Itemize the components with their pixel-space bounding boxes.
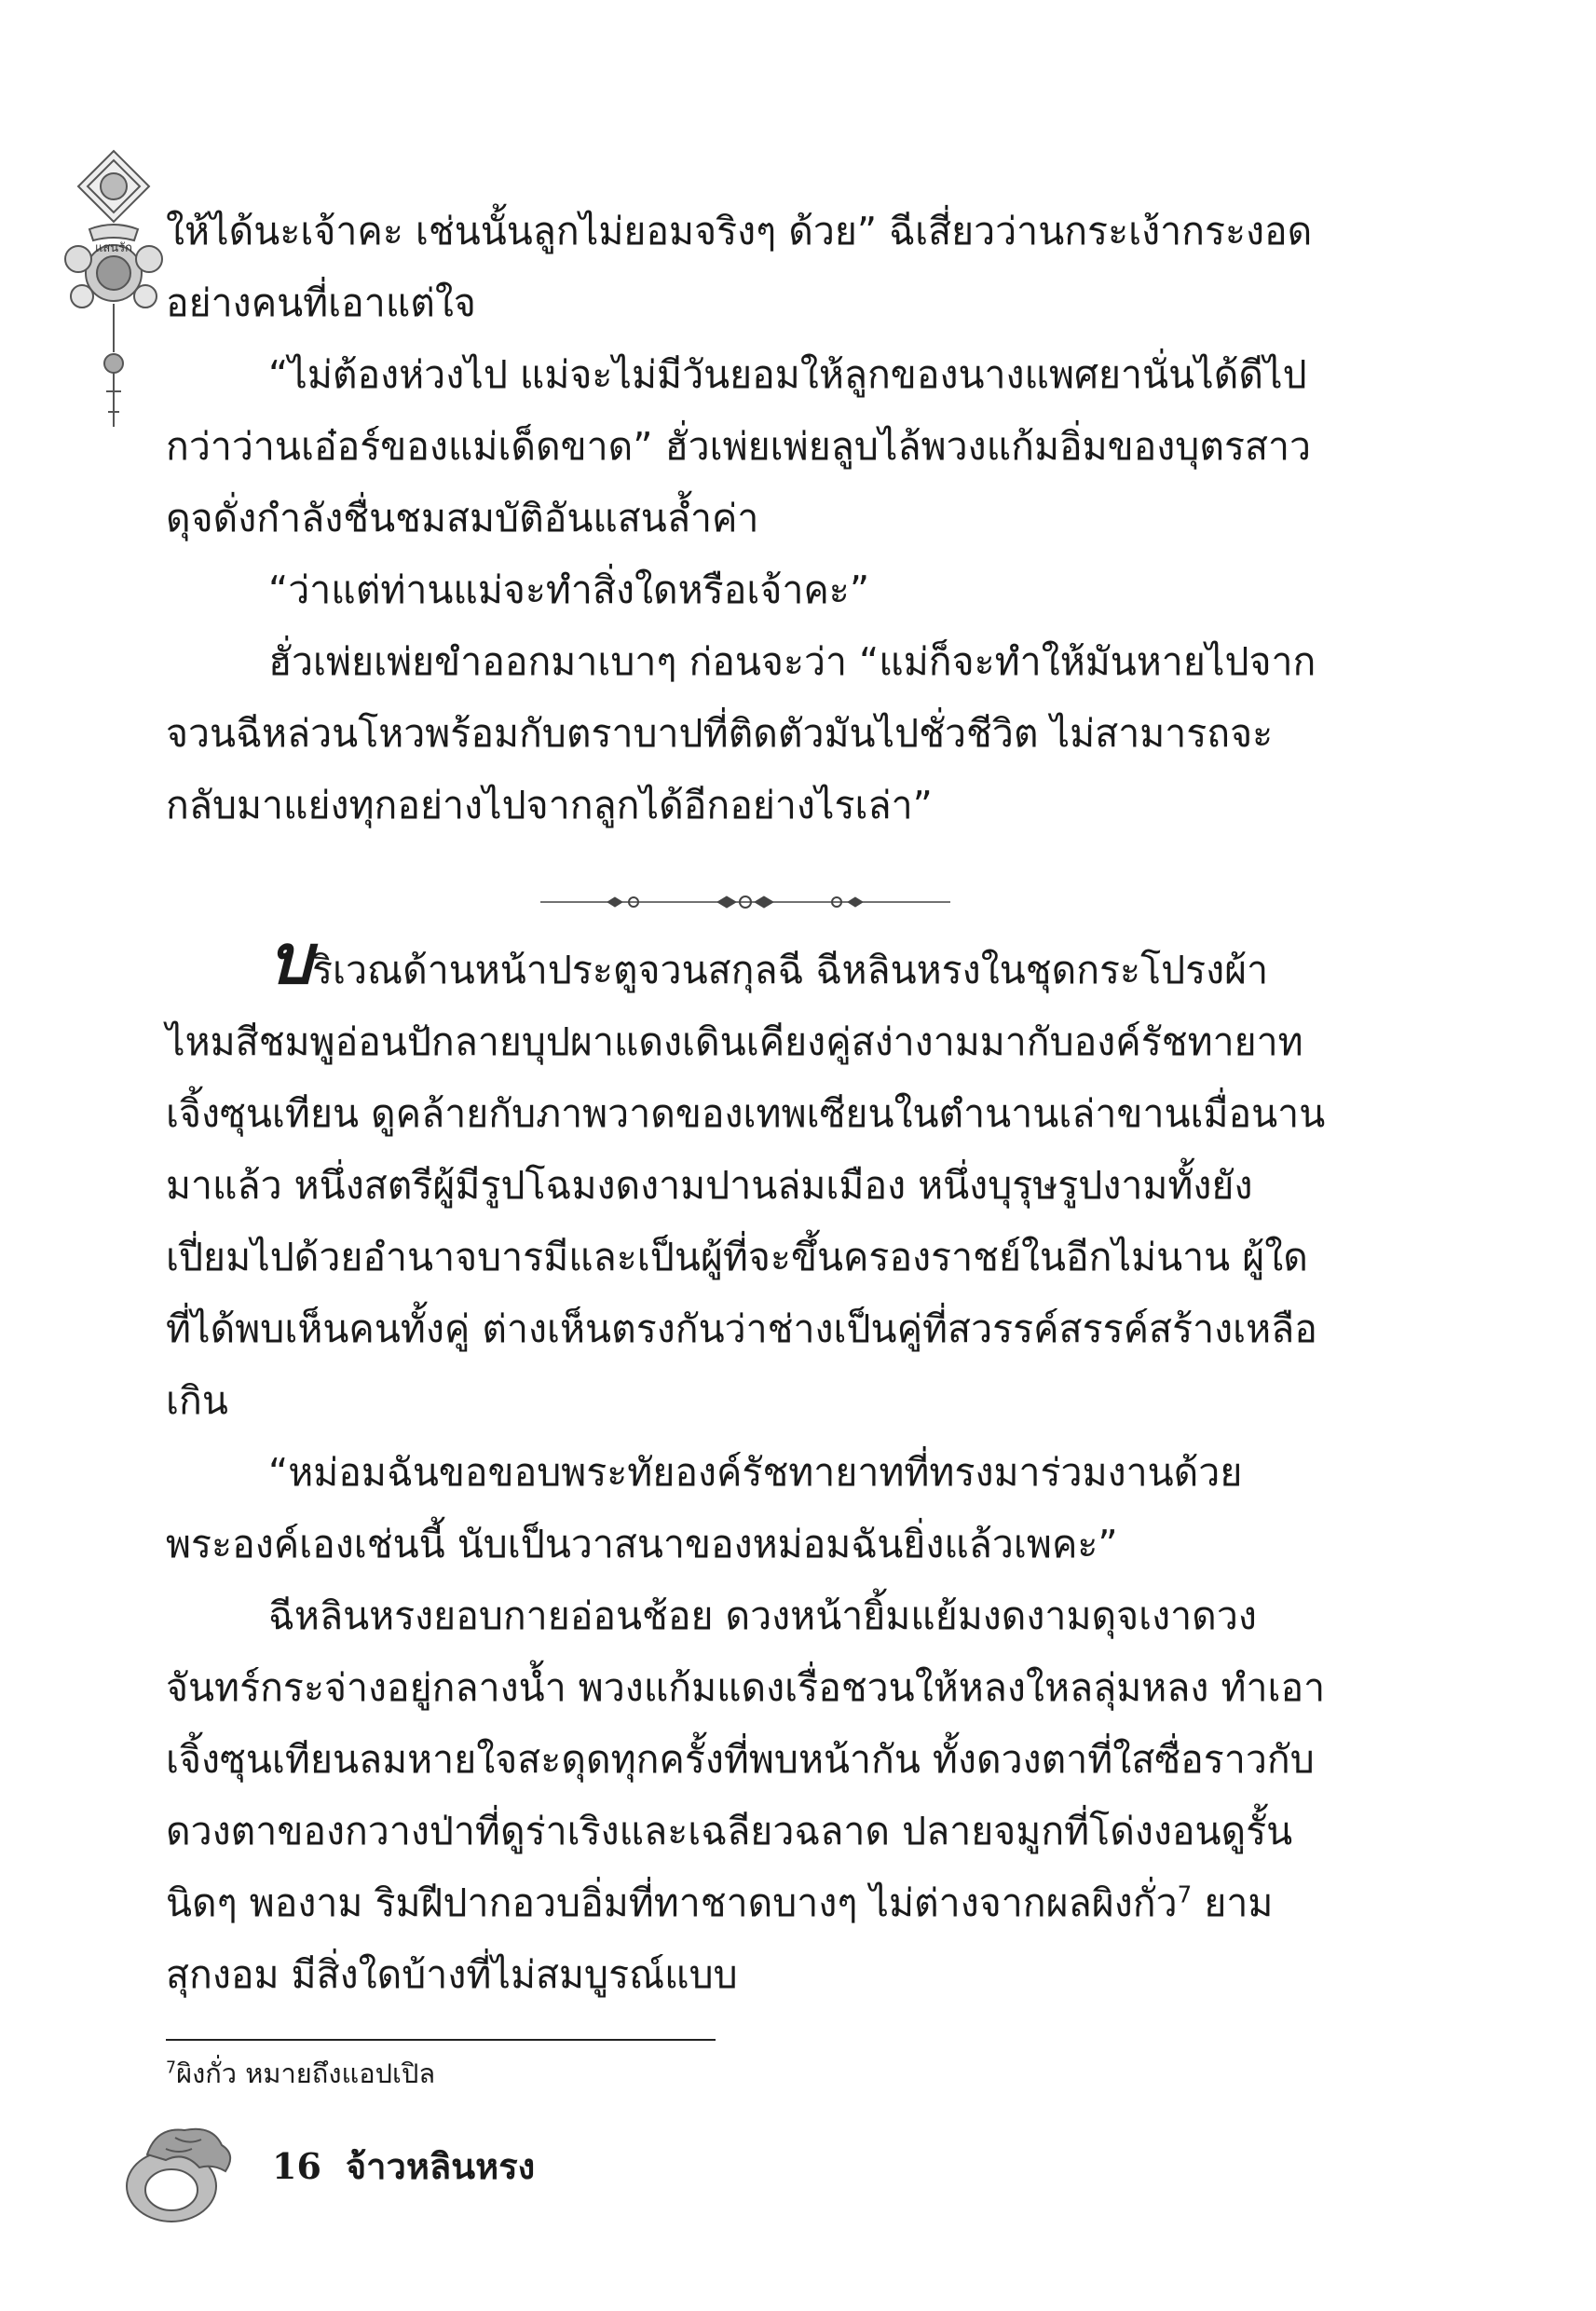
paragraph: ฮั่วเพ่ยเพ่ยขำออกมาเบาๆ ก่อนจะว่า “แม่ก็จะทำให้มันหายไปจากจวนฉีหล่วนโหวพร้อมกับตราบาปที่ติดตัวมันไปชั่วชีวิต ไม่สามารถจะกลับมาแย่งทุกอย่างไปจากลูกได้อีกอย่างไรเล่า” xyxy=(166,639,1316,827)
section-text-block xyxy=(166,920,1330,2011)
top-text-block xyxy=(166,196,1330,841)
page-number: 16 xyxy=(272,2145,321,2187)
paragraph: “หม่อมฉันขอขอบพระทัยองค์รัชทายาทที่ทรงมาร่วมงานด้วยพระองค์เองเช่นนี้ นับเป็นวาสนาของหม่อมฉันยิ่งแล้วเพคะ” xyxy=(166,1450,1243,1566)
drop-cap: บ xyxy=(268,920,312,1000)
paragraph: ให้ได้นะเจ้าคะ เช่นนั้นลูกไม่ยอมจริงๆ ด้วย” ฉีเสี่ยวว่านกระเง้ากระงอดอย่างคนที่เอาแต่ใจ xyxy=(166,209,1313,325)
footnote-reference[interactable]: 7 xyxy=(1177,1880,1193,1908)
section-divider-icon xyxy=(540,888,950,916)
paragraph-text: ฉีหลินหรงยอบกายอ่อนช้อย ดวงหน้ายิ้มแย้มงดงามดุจเงาดวงจันทร์กระจ่างอยู่กลางน้ำ พวงแก้มแดงเรื่อชวนให้หลงใหลลุ่มหลง ทำเอาเจิ้งซุนเทียนลมหายใจสะดุดทุกครั้งที่พบหน้ากัน ทั้งดวงตาที่ใสซื่อราวกับดวงตาของกวางป่าที่ดูร่าเริงและเฉลียวฉลาด ปลายจมูกที่โด่งงอนดูรั้นนิดๆ พองาม ริมฝีปากอวบอิ่มที่ทาชาดบางๆ ไม่ต่างจากผลผิงกั่ว xyxy=(166,1593,1326,1925)
paragraph: “ไม่ต้องห่วงไป แม่จะไม่มีวันยอมให้ลูกของนางแพศยานั่นได้ดีไปกว่าว่านเอ๋อร์ของแม่เด็ดขาด” ฮั่วเพ่ยเพ่ยลูบไล้พวงแก้มอิ่มของบุตรสาวดุจดั่งกำลังชื่นชมสมบัติอันแสนล้ำค่า xyxy=(166,352,1312,540)
ornament-emblem-icon xyxy=(58,147,170,464)
ornament-label: แสนรัก xyxy=(94,241,133,255)
footnote xyxy=(166,2055,435,2092)
opening-paragraph-text: ริเวณด้านหน้าประตูจวนสกุลฉี ฉีหลินหรงในชุดกระโปรงผ้าไหมสีชมพูอ่อนปักลายบุปผาแดงเดินเคียงคู่สง่างามมากับองค์รัชทายาทเจิ้งซุนเทียน ดูคล้ายกับภาพวาดของเทพเซียนในตำนานเล่าขานเมื่อนานมาแล้ว หนึ่งสตรีผู้มีรูปโฉมงดงามปานล่มเมือง หนึ่งบุรุษรูปงามทั้งยังเปี่ยมไปด้วยอำนาจบารมีและเป็นผู้ที่จะขึ้นครองราชย์ในอีกไม่นาน ผู้ใดที่ได้พบเห็นคนทั้งคู่ ต่างเห็นตรงกันว่าช่างเป็นคู่ที่สวรรค์สรรค์สร้างเหลือเกิน xyxy=(166,948,1326,1423)
footnote-divider xyxy=(166,2039,716,2041)
footnote-marker: 7 xyxy=(166,2058,177,2078)
page-footer xyxy=(272,2143,559,2190)
opening-paragraph xyxy=(166,920,1330,1437)
footnote-text: ผิงกั่ว หมายถึงแอปเปิล xyxy=(176,2058,436,2089)
paragraph xyxy=(166,1580,1330,2011)
paragraph: “ว่าแต่ท่านแม่จะทำสิ่งใดหรือเจ้าคะ” xyxy=(268,567,870,612)
ring-icon xyxy=(110,2117,250,2229)
book-title: จ้าวหลินหรง xyxy=(345,2145,536,2187)
paragraph-tail: ยามสุกงอม มีสิ่งใดบ้างที่ไม่สมบูรณ์แบบ xyxy=(166,1880,1274,1997)
